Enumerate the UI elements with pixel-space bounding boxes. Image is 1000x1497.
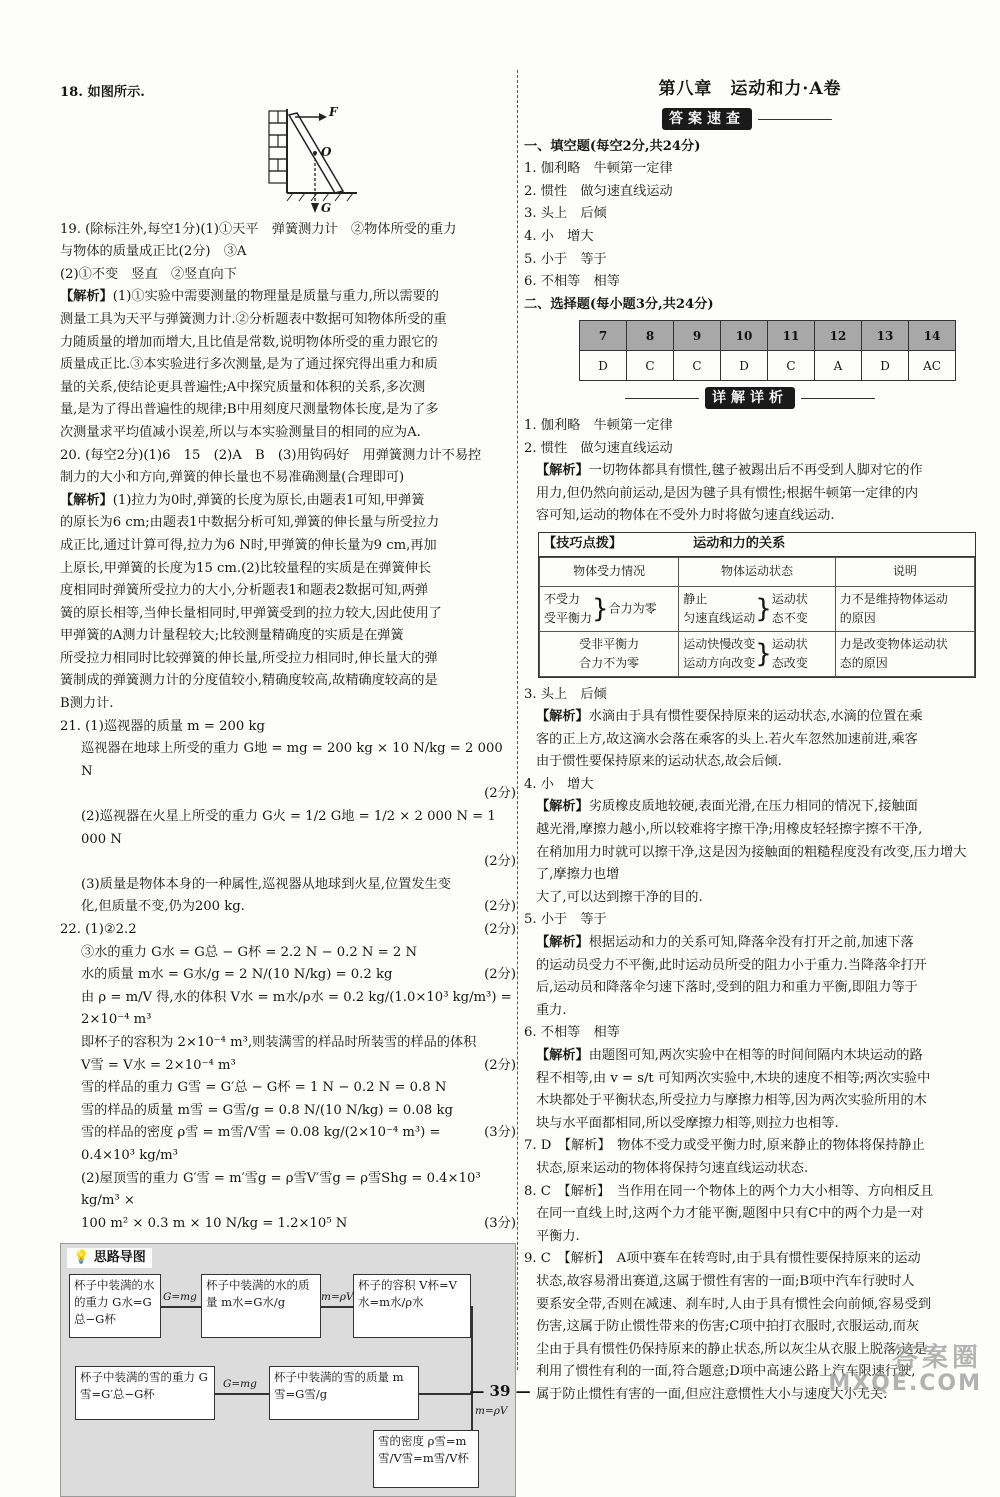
analysis-text: 度相同时弹簧所受拉力的大小,分析题表1和题表2数据可知,两弹 [60,583,429,599]
table-header-row [540,557,975,586]
mind-box-cup-volume: 杯子的容积 V杯=V水=m水/ρ水 [353,1274,471,1338]
solution-line [60,919,516,942]
table-row [540,586,975,631]
analysis-text: 簧的原长相等,当伸长量相同时,甲弹簧受到的拉力较大,因此使用了 [60,605,442,621]
cell-text: 运动状 [771,591,808,606]
label-F: F [329,104,338,119]
analysis-text: 状态,原来运动的物体将保持匀速直线运动状态. [536,1160,809,1176]
cell-text: 力不是维持物体运动 [839,591,948,606]
cell-text: 匀速直线运动 [683,610,756,625]
choice-number: 14 [909,321,956,351]
left-column [60,82,516,1497]
fill-answer: 1. 伽利略 牛顿第一定律 [524,161,673,177]
label-G: G [321,200,332,215]
analysis-text: 在稍加用力时就可以擦干净,这是因为接触面的粗糙程度没有改变,压力增大了,摩擦力也增 [536,844,967,883]
choice-answer: D [580,351,627,381]
solution-line [60,716,516,739]
analysis-label: 【解析】 [536,709,589,725]
score: (3分) [484,1125,516,1141]
choice-answer: D [862,351,909,381]
cell-text: 静止 [683,591,708,606]
step-text: (2)巡视器在火星上所受的重力 G火 = 1/2 G地 = 1/2 × 2 000 N = 1 000 N [81,809,496,847]
force-diagram [265,105,385,215]
analysis-text: B测力计. [60,696,114,712]
mind-box-water-weight: 杯子中装满的水的重力 G水=G总−G杯 [69,1274,161,1338]
arrow-label: G=mg [163,1291,197,1304]
score: (2分) [484,967,516,983]
step-text: (2)屋顶雪的重力 G′雪 = m′雪g = ρ雪V′雪g = ρ雪Shg = 0.4×10³ kg/m³ × [81,1170,481,1209]
fill-section-heading: 一、填空题(每空2分,共24分) [524,138,701,154]
analysis-text: 利用了惯性有利的一面,符合题意;D项中高速公路上汽车限速行驶, [536,1364,916,1380]
solution-line [60,1213,516,1236]
analysis-text: 要系安全带,否则在减速、刹车时,人由于具有惯性会向前倾,容易受到 [536,1296,932,1312]
label-O: O [321,144,332,159]
choice-answer: AC [909,351,956,381]
step-text: V雪 = V水 = 2×10⁻⁴ m³ [81,1057,236,1073]
analysis-text: 容可知,运动的物体在不受外力时将做匀速直线运动. [536,508,835,524]
solution-line [60,942,516,965]
analysis-text: 后,运动员和降落伞匀速下落时,受到的阻力和重力平衡,即阻力等于 [536,980,918,996]
solution-line [60,987,516,1032]
analysis-text: 测量工具为天平与弹簧测力计.②分析题表中数据可知物体所受的重 [60,311,447,327]
choice-answer: A [815,351,862,381]
cell-text: 受非平衡力 [579,636,640,651]
step-text: 即杯子的容积为 2×10⁻⁴ m³,则装满雪的样品时所装雪的样品的体积 [81,1034,477,1050]
tip-box [538,532,976,678]
choice-number: 12 [815,321,862,351]
choice-answer-row [580,351,956,381]
column-divider [517,70,518,1370]
analysis-text: 成正比,通过计算可得,拉力为6 N时,甲弹簧的伸长量为9 cm,再加 [60,537,437,553]
analysis-text: 块与水平面都相同,所以受摩擦力相等,则拉力也相等. [536,1115,839,1131]
analysis-label: 【解析】 [536,463,589,479]
analysis-text: 大了,可以达到擦干净的目的. [536,889,703,905]
score: (2分) [484,854,516,870]
analysis-text: 程不相等,由 v = s/t 可知两次实验中,木块的速度不相等;两次实验中 [536,1070,931,1086]
score: (2分) [484,786,516,802]
answer-quick-banner [524,108,976,132]
banner-rule [625,398,699,399]
cell-text: 受平衡力 [544,610,593,625]
motion-force-table [539,557,975,677]
banner-text: 答案速查 [662,108,752,130]
step-text: 22. (1)②2.2 [60,922,137,937]
analysis-text: 的运动员受力不平衡,此时运动员所受的阻力小于重力.当降落伞打开 [536,957,927,973]
step-text: 雪的样品的重力 G雪 = G′总 − G杯 = 1 N − 0.2 N = 0.8 N [81,1080,447,1096]
detail-answer: 8. C 【解析】 当作用在同一个物体上的两个力大小相等、方向相反且 [524,1183,934,1199]
brace-icon: } [755,638,772,669]
choice-answer-table [579,320,956,381]
arrow-line [161,1306,201,1308]
q19-analysis [60,286,516,309]
chapter-title: 第八章 运动和力·A卷 [658,79,842,99]
cell-text: 运动方向改变 [683,655,756,670]
q20 [60,445,516,716]
watermark-text: 答案圈 [891,1343,982,1373]
cell-text: 运动状 [771,636,808,651]
detail-banner [524,387,976,411]
analysis-text: 由题图可知,两次实验中在相等的时间间隔内木块运动的路 [588,1048,923,1063]
analysis-text: 一切物体都具有惯性,毽子被踢出后不再受到人脚对它的作 [588,463,923,479]
q20-line: 20. (每空2分)(1)6 15 (2)A B (3)用钩码好 用弹簧测力计不易控 [60,447,482,463]
tip-header [539,533,975,557]
table-cell [679,631,836,676]
score: (2分) [484,899,516,915]
detail-answer: 1. 伽利略 牛顿第一定律 [524,417,673,433]
mind-box-snow-density: 雪的密度 ρ雪=m雪/V雪=m雪/V杯 [373,1430,479,1488]
brace-icon: } [755,593,772,624]
analysis-text: 的原长为6 cm;由题表1中数据分析可知,弹簧的伸长量与所受拉力 [60,515,440,531]
analysis-label: 【解析】 [536,799,589,815]
choice-section-heading: 二、选择题(每小题3分,共24分) [524,296,714,312]
arrow-line [321,1306,353,1308]
score: (2分) [484,1057,516,1073]
analysis-text: 簧制成的弹簧测力计的分度值较小,精确度较高,故精确度较高的是 [60,673,438,689]
analysis-text: 根据运动和力的关系可知,降落伞没有打开之前,加速下落 [588,935,914,951]
watermark-url: MXQE.COM [828,1371,982,1396]
choice-number: 10 [721,321,768,351]
q19-line: (2)①不变 竖直 ②竖直向下 [60,266,237,282]
detail-answer: 3. 头上 后倾 [524,686,607,702]
step-text: 100 m² × 0.3 m × 10 N/kg = 1.2×10⁵ N [81,1215,348,1231]
choice-answer: C [674,351,721,381]
analysis-text: 质量成正比.③本实验进行多次测量,是为了通过探究得出重力和质 [60,357,438,373]
brace-icon: } [592,593,609,624]
mind-box-water-mass: 杯子中装满的水的质量 m水=G水/g [201,1274,321,1338]
q19 [60,219,516,445]
solution-line [60,738,516,783]
analysis-text: 劣质橡皮质地较硬,表面光滑,在压力相同的情况下,接触面 [588,799,918,815]
score: (3分) [484,1215,516,1231]
fill-answer: 5. 小于 等于 [524,251,607,267]
watermark-logo [828,1345,982,1397]
choice-number: 7 [580,321,627,351]
d2-analysis [524,460,976,483]
arrow-label: G=mg [223,1378,257,1391]
right-column [524,76,976,1407]
analysis-text: 越光滑,摩擦力越小,所以较难将字擦干净;用橡皮轻轻擦字擦不干净, [536,822,923,838]
analysis-text: 属于防止惯性有害的一面,但应注意惯性大小与速度大小无关. [536,1386,888,1402]
table-cell [540,586,679,631]
analysis-label: 【解析】 [60,289,113,305]
solution-line [60,1100,516,1123]
analysis-text: 用力,但仍然向前运动,是因为毽子具有惯性;根据牛顿第一定律的内 [536,485,919,501]
q20-analysis [60,490,516,513]
lightbulb-icon: 💡 [73,1250,90,1266]
banner-text: 详解详析 [705,387,795,409]
cell-text: 态的原因 [839,655,888,670]
step-text: 水的质量 m水 = G水/g = 2 N/(10 N/kg) = 0.2 kg [81,967,393,983]
step-text: 雪的样品的密度 ρ雪 = m雪/V雪 = 0.08 kg/(2×10⁻⁴ m³) = 0.4×10³ kg/m³ [81,1125,441,1163]
analysis-text: 在同一直线上时,这两个力才能平衡,题图中只有C中的两个力是一对 [536,1206,924,1222]
solution-line [60,896,516,919]
solution-line [60,851,516,874]
solution-line [60,1032,516,1055]
table-cell [679,586,836,631]
mind-map-title-text: 思路导图 [93,1250,146,1266]
fill-answer: 2. 惯性 做匀速直线运动 [524,183,673,199]
step-text: 巡视器在地球上所受的重力 G地 = mg = 200 kg × 10 N/kg = 2 000 N [81,741,503,779]
cell-text: 合力不为零 [579,655,640,670]
solution-line [60,874,516,897]
analysis-label: 【解析】 [536,1048,589,1063]
detail-answer: 2. 惯性 做匀速直线运动 [524,440,673,456]
analysis-text: 力随质量的增加而增大,且比值是常数,说明物体所受的重力跟它的 [60,334,438,350]
arrow-label: m=ρV [475,1405,508,1418]
mind-box-snow-weight: 杯子中装满的雪的重力 G雪=G′总−G杯 [75,1366,215,1420]
cell-text: 合力为零 [608,601,657,615]
choice-number: 11 [768,321,815,351]
analysis-text: 伤害,这属于防止惯性带来的伤害;C项中拍打衣服时,衣服运动,而灰 [536,1319,920,1335]
choice-number-row [580,321,956,351]
step-text: 雪的样品的质量 m雪 = G雪/g = 0.8 N/(10 N/kg) = 0.08 kg [81,1102,453,1118]
column-header: 说明 [835,557,974,586]
d4-analysis [524,796,976,819]
q20-line: 制力的大小和方向,弹簧的伸长量也不易准确测量(合理即可) [60,470,405,486]
column-header: 物体受力情况 [540,557,679,586]
choice-answer: D [721,351,768,381]
score: (2分) [484,922,516,937]
solution-line [60,1168,516,1213]
mind-map [60,1243,516,1497]
cell-text: 运动快慢改变 [683,636,756,651]
analysis-text: 甲弹簧的A测力计量程较大;比较测量精确度的实质是在弹簧 [60,628,404,644]
analysis-text: 客的正上方,故这滴水会落在乘客的头上.若火车忽然加速前进,乘客 [536,731,918,747]
solution-line [60,1122,516,1167]
fill-answer: 3. 头上 后倾 [524,206,607,222]
analysis-text: (1)①实验中需要测量的物理量是质量与重力,所以需要的 [112,289,439,305]
d3-analysis [524,706,976,729]
choice-number: 9 [674,321,721,351]
table-cell [540,631,679,676]
cell-text: 力是改变物体运动状 [839,636,948,651]
d5-analysis [524,932,976,955]
detail-answer: 4. 小 增大 [524,776,594,792]
solution-line [60,806,516,851]
d6-analysis [524,1045,976,1068]
detail-answer: 5. 小于 等于 [524,912,607,928]
analysis-text: 平衡力. [536,1228,580,1244]
detail-answer: 9. C 【解析】 A项中赛车在转弯时,由于具有惯性要保持原来的运动 [524,1251,921,1267]
choice-answer: C [768,351,815,381]
analysis-text: 上原长,甲弹簧的长度为15 cm.(2)比较量程的实质是在弹簧伸长 [60,560,432,576]
solution-line [60,1055,516,1078]
analysis-text: 量,是为了得出普遍性的规律;B中用刻度尺测量物体长度,是为了多 [60,402,439,418]
column-header: 物体运动状态 [679,557,836,586]
analysis-text: 尘由于具有惯性仍保持原来的静止状态,所以灰尘从衣服上脱落,这是 [536,1341,927,1357]
analysis-label: 【解析】 [536,935,589,951]
q22 [60,919,516,1235]
analysis-text: 量的关系,使结论更具普遍性;A中探究质量和体积的关系,多次测 [60,379,426,395]
choice-answer: C [627,351,674,381]
q19-line: 与物体的质量成正比(2分) ③A [60,244,247,260]
analysis-text: (1)拉力为0时,弹簧的长度为原长,由题表1可知,甲弹簧 [112,492,425,508]
q19-line: 19. (除标注外,每空1分)(1)①天平 弹簧测力计 ②物体所受的重力 [60,221,457,237]
step-text: ③水的重力 G水 = G总 − G杯 = 2.2 N − 0.2 N = 2 N [81,944,417,960]
analysis-text: 重力. [536,1002,567,1018]
analysis-text: 所受拉力相同时比较弹簧的伸长量,所受拉力相同时,伸长量大的弹 [60,650,438,666]
step-text: 21. (1)巡视器的质量 m = 200 kg [60,718,265,734]
fill-answer: 6. 不相等 相等 [524,274,620,290]
banner-rule [758,119,832,120]
detail-answer: 7. D 【解析】 物体不受力或受平衡力时,原来静止的物体将保持静止 [524,1138,925,1154]
arrow-label: m=ρV [321,1291,354,1304]
arrow-line [471,1306,473,1430]
cell-text: 的原因 [839,610,876,625]
step-text: 由 ρ = m/V 得,水的体积 V水 = m水/ρ水 = 0.2 kg/(1.0×10³ kg/m³) = 2×10⁻⁴ m³ [81,989,512,1028]
page-number: — 39 — [469,1382,531,1400]
q18: 18. 如图所示. [60,85,145,100]
analysis-text: 水滴由于具有惯性要保持原来的运动状态,水滴的位置在乘 [588,709,923,725]
cell-text: 态不变 [771,610,808,625]
table-row [540,631,975,676]
tip-label: 【技巧点拨】 [543,535,623,551]
solution-line [60,1077,516,1100]
mind-box-snow-mass: 杯子中装满的雪的质量 m雪=G雪/g [269,1366,419,1420]
table-cell [835,586,974,631]
tip-title: 运动和力的关系 [693,535,786,551]
choice-number: 13 [862,321,909,351]
cell-text: 态改变 [771,655,808,670]
table-cell [835,631,974,676]
detail-answer: 6. 不相等 相等 [524,1025,620,1041]
analysis-text: 状态,故容易滑出赛道,这属于惯性有害的一面;B项中汽车行驶时人 [536,1273,915,1289]
analysis-label: 【解析】 [60,492,113,508]
analysis-text: 木块都处于平衡状态,所受拉力与摩擦力相等,因为两次实验所用的木 [536,1093,927,1109]
analysis-text: 由于惯性要保持原来的运动状态,故会后倾. [536,754,782,770]
banner-rule [801,398,875,399]
cell-text: 不受力 [544,591,581,606]
mind-map-title [67,1248,152,1268]
analysis-text: 次测量求平均值减小误差,所以与本实验测量目的相同的应为A. [60,424,421,440]
step-text: 化,但质量不变,仍为200 kg. [81,899,245,915]
solution-line [60,783,516,806]
q21 [60,716,516,919]
solution-line [60,964,516,987]
choice-number: 8 [627,321,674,351]
fill-answer: 4. 小 增大 [524,228,594,244]
step-text: (3)质量是物体本身的一种属性,巡视器从地球到火星,位置发生变 [81,876,451,892]
